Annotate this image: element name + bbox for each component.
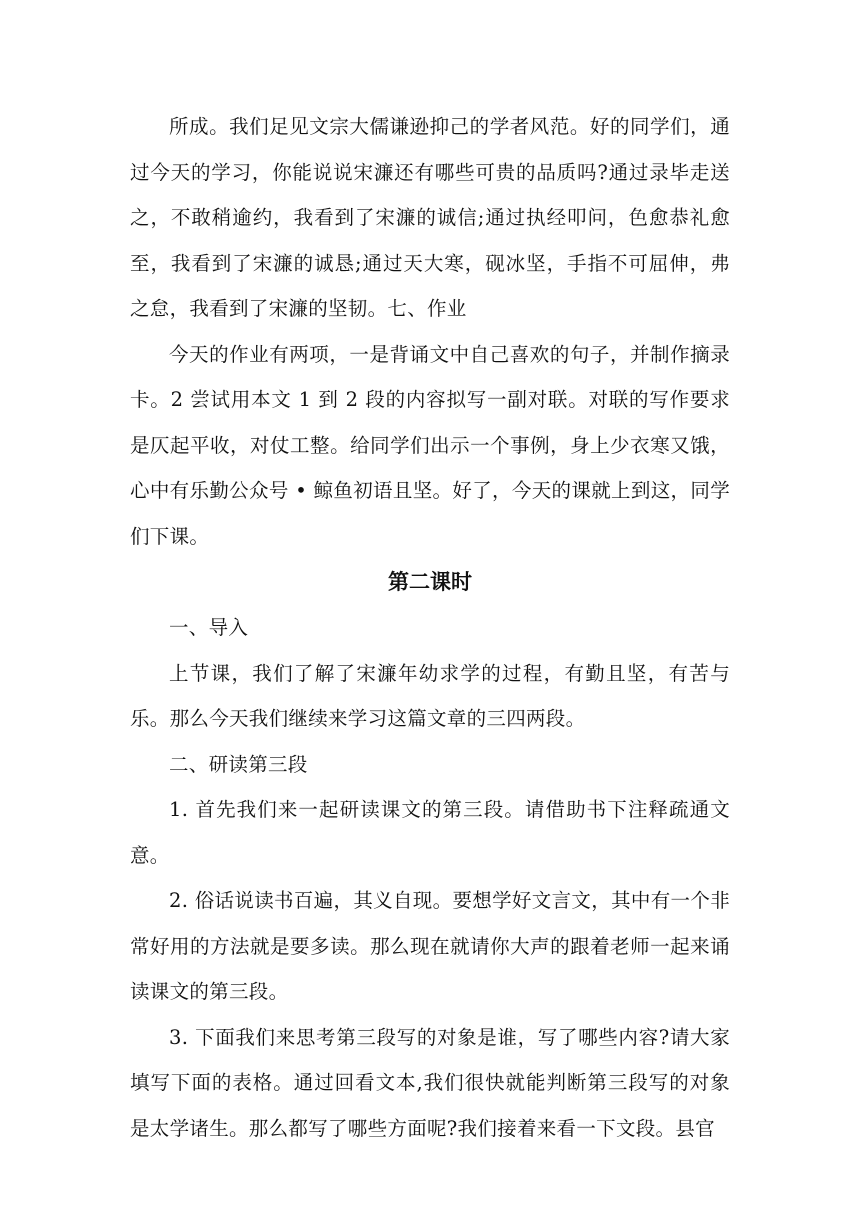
document-page — [130, 104, 730, 1151]
paragraph-1: 所成。我们足见文宗大儒谦逊抑己的学者风范。好的同学们，通过今天的学习，你能说说宋濂还有哪些可贵的品质吗?通过录毕走送之，不敢稍逾约，我看到了宋濂的诚信;通过执经叩问，色愈恭礼愈至，我看到了宋濂的诚恳;通过天大寒，砚冰坚，手指不可屈伸，弗之怠，我看到了宋濂的坚韧。七、作业 — [130, 115, 730, 320]
paragraph-section-two-heading: 二、研读第三段 — [169, 752, 308, 776]
paragraph-6: 3. 下面我们来思考第三段写的对象是谁，写了哪些内容?请大家填写下面的表格。通过回看文本,我们很快就能判断第三段写的对象是太学诸生。那么都写了哪些方面呢?我们接着来看一下文段。县官 — [130, 1025, 730, 1140]
paragraph-intro-heading: 一、导入 — [169, 616, 249, 639]
section-heading: 第二课时 — [388, 570, 472, 594]
paragraph-2: 今天的作业有两项，一是背诵文中自己喜欢的句子，并制作摘录卡。2 尝试用本文 1 到 2 段的内容拟写一副对联。对联的写作要求是仄起平收，对仗工整。给同学们出示一个事例，身上少衣寒又饿，心中有乐勤公众号 • 鲸鱼初语且坚。好了，今天的课就上到这，同学们下课。 — [130, 342, 730, 548]
paragraph-4: 1. 首先我们来一起研读课文的第三段。请借助书下注释疏通文意。 — [130, 798, 730, 867]
paragraph-5: 2. 俗话说读书百遍，其义自现。要想学好文言文，其中有一个非常好用的方法就是要多读。那么现在就请你大声的跟着老师一起来诵读课文的第三段。 — [130, 889, 730, 1003]
paragraph-3: 上节课，我们了解了宋濂年幼求学的过程，有勤且坚，有苦与乐。那么今天我们继续来学习这篇文章的三四两段。 — [130, 661, 730, 730]
